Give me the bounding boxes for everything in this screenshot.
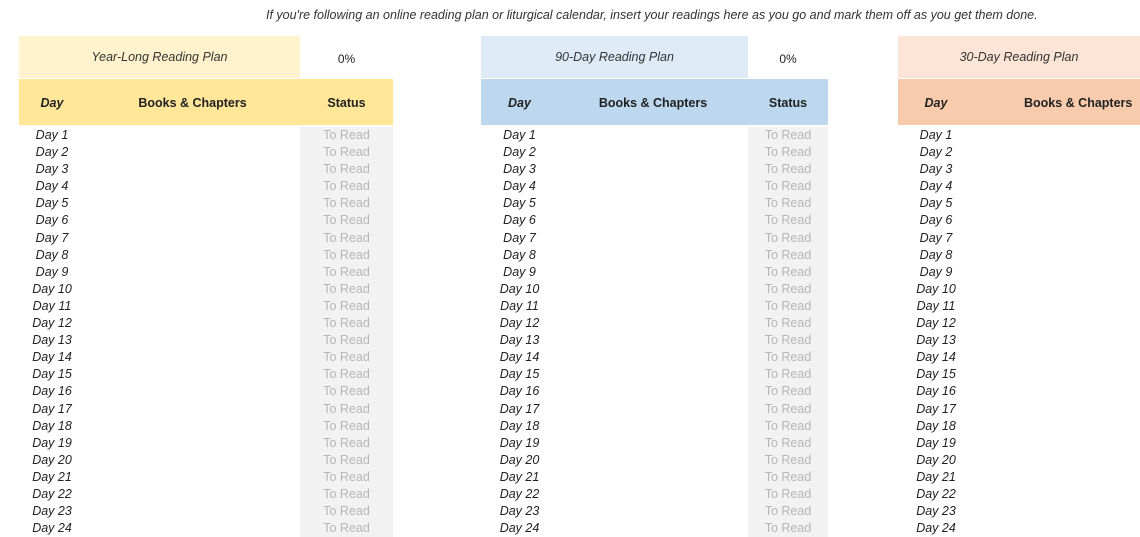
status-cell[interactable]: To Read (748, 383, 828, 400)
status-cell[interactable]: To Read (300, 503, 393, 520)
day-cell[interactable]: Day 8 (503, 247, 536, 262)
plan-progress-percent[interactable]: 0% (337, 52, 356, 66)
day-cell[interactable]: Day 13 (916, 333, 956, 348)
day-cell[interactable]: Day 9 (35, 264, 69, 279)
day-cell[interactable]: Day 8 (35, 247, 69, 262)
status-cell[interactable]: To Read (748, 332, 828, 349)
status-cell[interactable]: To Read (748, 230, 828, 247)
day-cell[interactable]: Day 6 (503, 213, 536, 228)
status-cell[interactable]: To Read (300, 178, 393, 195)
status-cell[interactable]: To Read (300, 469, 393, 486)
status-cell[interactable]: To Read (748, 469, 828, 486)
day-cell[interactable]: Day 7 (35, 230, 69, 245)
day-cell[interactable]: Day 10 (916, 281, 956, 296)
day-cell[interactable]: Day 10 (32, 281, 72, 296)
column-header-day[interactable]: Day (898, 79, 974, 125)
status-cell[interactable]: To Read (300, 144, 393, 161)
day-cell[interactable]: Day 5 (35, 196, 69, 211)
day-cell[interactable]: Day 4 (919, 179, 953, 194)
day-cell[interactable]: Day 18 (499, 418, 540, 433)
day-cell[interactable]: Day 12 (916, 316, 956, 331)
day-cell[interactable]: Day 22 (32, 486, 72, 501)
status-cell[interactable]: To Read (300, 383, 393, 400)
status-cell[interactable]: To Read (300, 127, 393, 144)
plan-progress-percent[interactable]: 0% (779, 52, 797, 66)
day-cell[interactable]: Day 16 (916, 384, 956, 399)
day-cell[interactable]: Day 16 (32, 384, 72, 399)
day-cell[interactable]: Day 15 (499, 367, 540, 382)
status-cell[interactable]: To Read (300, 418, 393, 435)
status-cell[interactable]: To Read (748, 298, 828, 315)
status-cell[interactable]: To Read (748, 349, 828, 366)
status-cell[interactable]: To Read (748, 503, 828, 520)
status-cell[interactable]: To Read (300, 315, 393, 332)
day-cell[interactable]: Day 20 (916, 452, 956, 467)
status-cell[interactable]: To Read (748, 315, 828, 332)
day-cell[interactable]: Day 20 (499, 452, 540, 467)
status-cell[interactable]: To Read (300, 195, 393, 212)
status-cell[interactable]: To Read (748, 366, 828, 383)
status-cell[interactable]: To Read (300, 212, 393, 229)
day-cell[interactable]: Day 11 (916, 298, 956, 313)
day-cell[interactable]: Day 15 (32, 367, 72, 382)
day-cell[interactable]: Day 13 (499, 333, 540, 348)
instructions-text[interactable]: If you're following an online reading plan or liturgical calendar, insert your readings here as you go and mark them off as you get them done. (266, 8, 1038, 22)
column-header-day[interactable]: Day (481, 79, 558, 125)
day-cell[interactable]: Day 9 (503, 264, 536, 279)
status-cell[interactable]: To Read (300, 161, 393, 178)
day-cell[interactable]: Day 7 (919, 230, 953, 245)
day-cell[interactable]: Day 7 (503, 230, 536, 245)
day-cell[interactable]: Day 11 (500, 298, 539, 313)
status-cell[interactable]: To Read (748, 247, 828, 264)
day-cell[interactable]: Day 8 (919, 247, 953, 262)
day-cell[interactable]: Day 17 (916, 401, 956, 416)
day-cell[interactable]: Day 16 (499, 384, 540, 399)
day-cell[interactable]: Day 6 (919, 213, 953, 228)
column-header-books-chapters[interactable]: Books & Chapters (974, 79, 1140, 125)
day-cell[interactable]: Day 14 (32, 350, 72, 365)
status-cell[interactable]: To Read (300, 452, 393, 469)
day-cell[interactable]: Day 4 (35, 179, 69, 194)
column-header-books-chapters[interactable]: Books & Chapters (558, 79, 748, 125)
status-cell[interactable]: To Read (300, 281, 393, 298)
status-cell[interactable]: To Read (748, 195, 828, 212)
status-cell[interactable]: To Read (300, 435, 393, 452)
day-cell[interactable]: Day 22 (499, 486, 540, 501)
day-cell[interactable]: Day 24 (32, 521, 72, 536)
day-cell[interactable]: Day 17 (499, 401, 540, 416)
status-cell[interactable]: To Read (748, 418, 828, 435)
day-cell[interactable]: Day 14 (916, 350, 956, 365)
day-cell[interactable]: Day 19 (32, 435, 72, 450)
column-header-status[interactable]: Status (300, 79, 393, 125)
day-cell[interactable]: Day 2 (35, 145, 69, 160)
status-cell[interactable]: To Read (748, 144, 828, 161)
day-cell[interactable]: Day 22 (916, 486, 956, 501)
plan-title[interactable]: 90-Day Reading Plan (481, 36, 748, 78)
status-cell[interactable]: To Read (300, 520, 393, 537)
instructions-row (0, 8, 1140, 26)
day-cell[interactable]: Day 19 (916, 435, 956, 450)
status-cell[interactable]: To Read (300, 349, 393, 366)
day-cell[interactable]: Day 21 (916, 469, 956, 484)
day-cell[interactable]: Day 18 (32, 418, 72, 433)
status-cell[interactable]: To Read (748, 127, 828, 144)
day-cell[interactable]: Day 9 (919, 264, 953, 279)
status-cell[interactable]: To Read (748, 281, 828, 298)
day-cell[interactable]: Day 1 (35, 128, 69, 142)
day-cell[interactable]: Day 10 (499, 281, 540, 296)
day-cell[interactable]: Day 2 (919, 145, 953, 160)
status-cell[interactable]: To Read (748, 264, 828, 281)
day-cell[interactable]: Day 23 (499, 504, 540, 519)
column-header-books-chapters[interactable]: Books & Chapters (85, 79, 300, 125)
day-cell[interactable]: Day 1 (919, 128, 953, 142)
day-cell[interactable]: Day 4 (503, 179, 536, 194)
day-cell[interactable]: Day 21 (499, 469, 540, 484)
day-cell[interactable]: Day 1 (503, 128, 536, 142)
status-cell[interactable]: To Read (300, 366, 393, 383)
status-cell[interactable]: To Read (300, 247, 393, 264)
day-cell[interactable]: Day 19 (499, 435, 540, 450)
status-cell[interactable]: To Read (300, 332, 393, 349)
day-cell[interactable]: Day 23 (916, 504, 956, 519)
status-cell[interactable]: To Read (300, 401, 393, 418)
day-cell[interactable]: Day 20 (32, 452, 72, 467)
day-cell[interactable]: Day 6 (35, 213, 69, 228)
day-cell[interactable]: Day 12 (32, 316, 72, 331)
column-header-day[interactable]: Day (19, 79, 85, 125)
day-cell[interactable]: Day 18 (916, 418, 956, 433)
day-cell[interactable]: Day 2 (503, 145, 536, 160)
status-cell[interactable]: To Read (748, 435, 828, 452)
day-cell[interactable]: Day 21 (32, 469, 72, 484)
column-header-status[interactable]: Status (748, 79, 828, 125)
day-cell[interactable]: Day 5 (503, 196, 536, 211)
status-cell[interactable]: To Read (748, 520, 828, 537)
status-cell[interactable]: To Read (748, 452, 828, 469)
status-cell[interactable]: To Read (300, 486, 393, 503)
day-cell[interactable]: Day 17 (32, 401, 72, 416)
day-cell[interactable]: Day 23 (32, 504, 72, 519)
day-cell[interactable]: Day 24 (916, 521, 956, 536)
status-cell[interactable]: To Read (748, 178, 828, 195)
day-cell[interactable]: Day 24 (499, 521, 540, 536)
status-cell[interactable]: To Read (748, 401, 828, 418)
day-cell[interactable]: Day 3 (35, 162, 69, 177)
status-cell[interactable]: To Read (300, 230, 393, 247)
day-cell[interactable]: Day 5 (919, 196, 953, 211)
day-cell[interactable]: Day 14 (499, 350, 540, 365)
day-cell[interactable]: Day 3 (919, 162, 953, 177)
status-cell[interactable]: To Read (748, 486, 828, 503)
day-cell[interactable]: Day 13 (32, 333, 72, 348)
day-cell[interactable]: Day 15 (916, 367, 956, 382)
plan-title[interactable]: 30-Day Reading Plan (898, 36, 1140, 78)
status-cell[interactable]: To Read (748, 212, 828, 229)
day-cell[interactable]: Day 12 (499, 316, 540, 331)
status-cell[interactable]: To Read (300, 298, 393, 315)
day-cell[interactable]: Day 3 (503, 162, 536, 177)
status-cell[interactable]: To Read (748, 161, 828, 178)
day-cell[interactable]: Day 11 (32, 298, 72, 313)
status-cell[interactable]: To Read (300, 264, 393, 281)
plan-title[interactable]: Year-Long Reading Plan (19, 36, 300, 78)
